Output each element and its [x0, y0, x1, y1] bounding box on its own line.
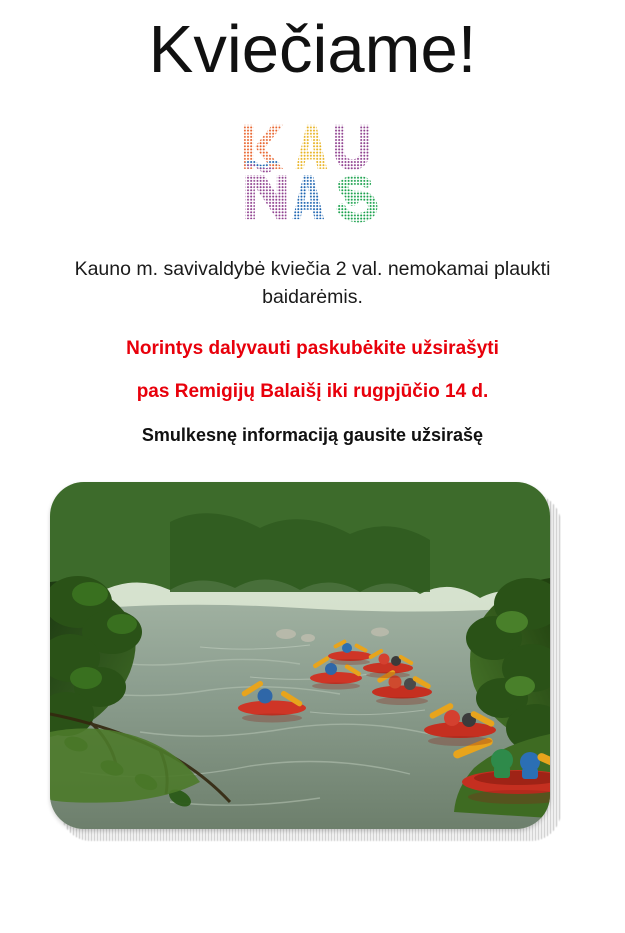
kaunas-logo-icon — [233, 117, 393, 227]
kayaks-on-river-photo — [50, 482, 550, 829]
photo-illustration — [50, 482, 550, 829]
intro-line-1: Kauno m. savivaldybė kviečia 2 val. nemokamai plaukti — [74, 258, 551, 280]
page-title: Kviečiame! — [148, 12, 477, 87]
poster-page — [0, 12, 625, 933]
info-line: Smulkesnę informaciją gausite užsirašę — [141, 424, 484, 445]
photo-area — [0, 482, 625, 842]
logo-container — [0, 117, 625, 227]
red-line-1: Norintys dalyvauti paskubėkite užsirašyti — [126, 337, 499, 359]
intro-line-2: baidarėmis. — [262, 286, 363, 309]
body-text — [0, 255, 625, 446]
red-line-2: pas Remigijų Balaišį iki rugpjūčio 14 d. — [136, 381, 489, 403]
